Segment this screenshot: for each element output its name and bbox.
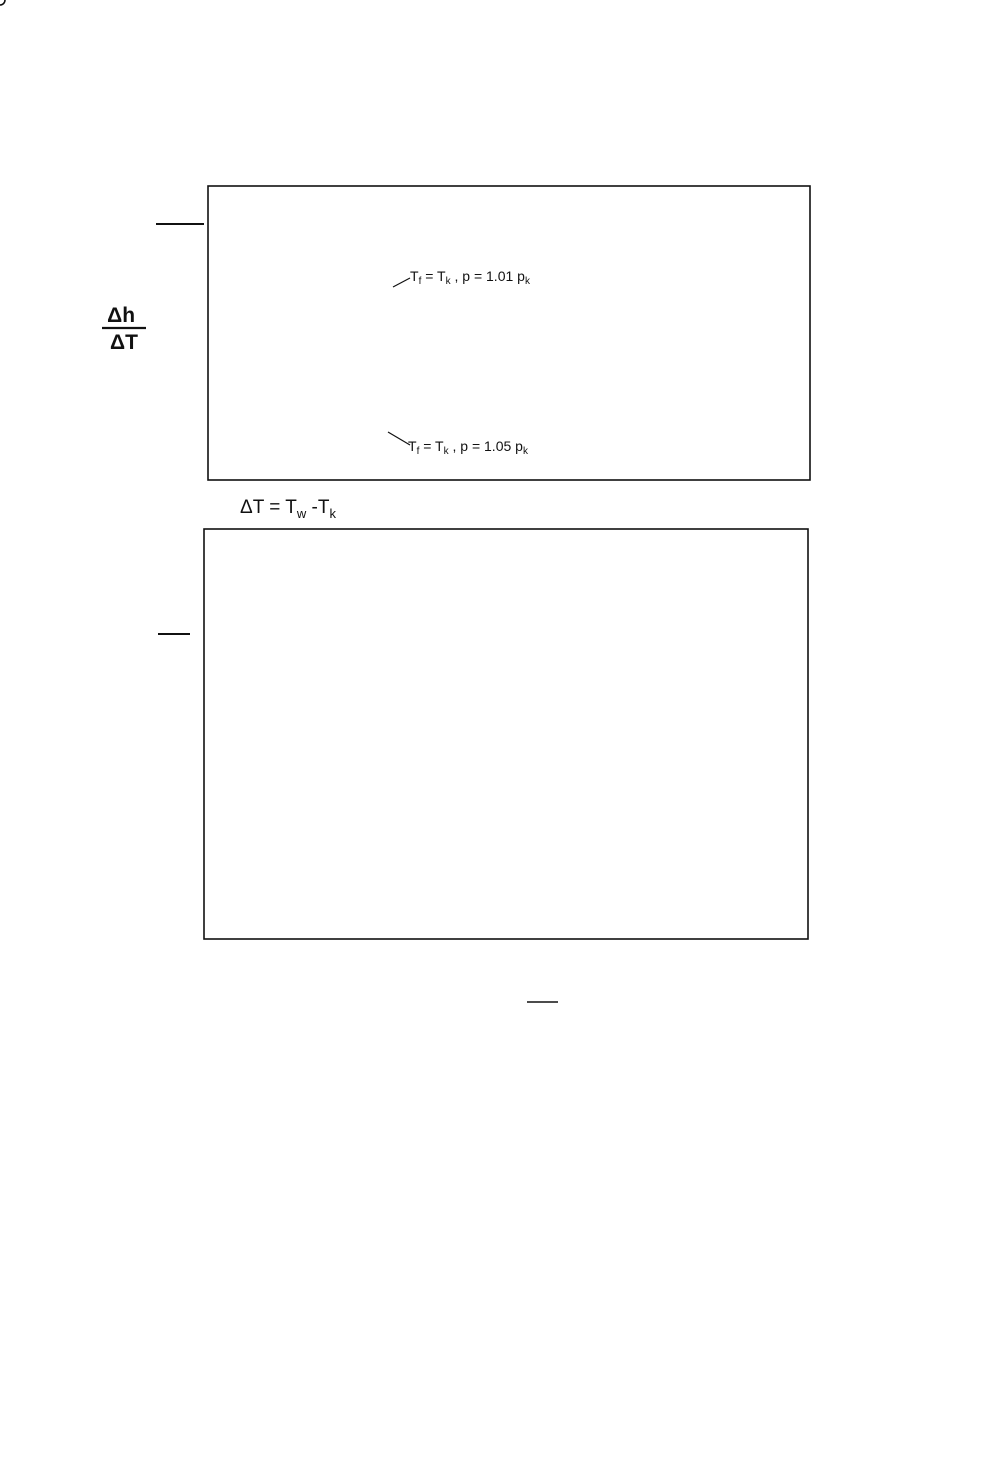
annotation-1-05-leader — [388, 432, 410, 445]
bottom-plot-frame — [204, 529, 808, 939]
top-chart — [0, 0, 810, 521]
critical-point-marker — [0, 0, 5, 5]
annotation-1-05: $T_f = T_k$ , p = 1.05 $p_k$ — [408, 438, 528, 457]
top-plot-frame — [208, 186, 810, 480]
annotation-1-01-leader — [393, 278, 410, 287]
annotation-1-01: $T_f = T_k$ , p = 1.01 $p_k$ — [410, 268, 530, 287]
top-y-label-num: Δh — [107, 304, 136, 327]
top-x-label: $\Delta T = T_w$ $-T_k$ — [240, 497, 336, 521]
top-y-label-den: ΔT — [110, 331, 138, 354]
